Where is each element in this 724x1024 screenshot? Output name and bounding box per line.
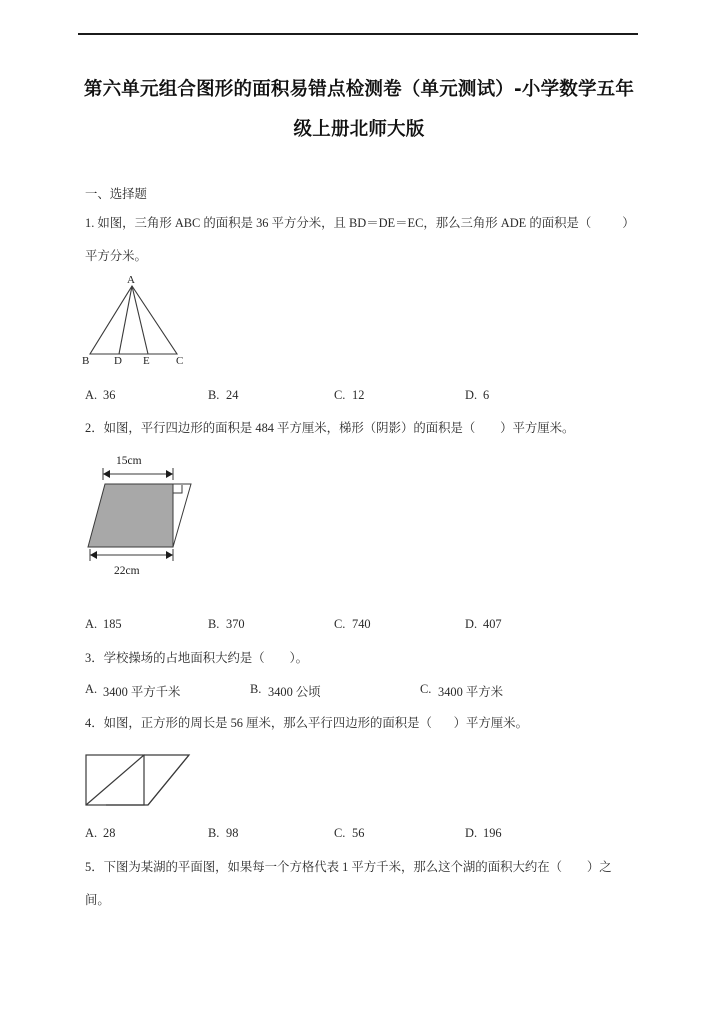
question-5-stem-line-1: 5．下图为某湖的平面图，如果每一个方格代表 1 平方千米，那么这个湖的面积大约在（ ）之 <box>85 860 612 874</box>
q4-option-c-key[interactable]: C. <box>334 826 346 840</box>
question-3-stem-line-1: 3．学校操场的占地面积大约是（ ）。 <box>85 651 309 665</box>
q1-option-b-value[interactable]: 24 <box>226 388 239 402</box>
q1-option-d-key[interactable]: D. <box>465 388 478 402</box>
question-1-figure <box>82 276 202 366</box>
question-4-stem-line-1: 4．如图，正方形的周长是 56 厘米，那么平行四边形的面积是（ ）平方厘米。 <box>85 716 528 730</box>
question-5-stem-line-2: 间。 <box>85 893 110 907</box>
q2-option-c-key[interactable]: C. <box>334 617 346 631</box>
q3-option-a-key[interactable]: A. <box>85 682 98 696</box>
q2-option-b-key[interactable]: B. <box>208 617 220 631</box>
question-2-options <box>85 617 645 634</box>
q4-option-b-key[interactable]: B. <box>208 826 220 840</box>
section-heading: 一、选择题 <box>85 187 147 201</box>
q4-option-b-value[interactable]: 98 <box>226 826 239 840</box>
q4-parallelogram <box>106 755 189 805</box>
question-4-options <box>85 826 645 843</box>
triangle-label-D: D <box>114 355 122 367</box>
q1-option-a-key[interactable]: A. <box>85 388 98 402</box>
q3-option-c-value[interactable]: 3400 平方米 <box>438 685 504 699</box>
q4-option-d-value[interactable]: 196 <box>483 826 502 840</box>
q1-option-a-value[interactable]: 36 <box>103 388 116 402</box>
q1-option-b-key[interactable]: B. <box>208 388 220 402</box>
question-2-figure <box>88 452 208 577</box>
q2-shaded-trapezoid <box>88 484 173 547</box>
q2-top-dimension-label: 15cm <box>116 455 142 467</box>
q3-option-b-key[interactable]: B. <box>250 682 262 696</box>
q1-option-c-value[interactable]: 12 <box>352 388 365 402</box>
q2-option-a-key[interactable]: A. <box>85 617 98 631</box>
q1-option-d-value[interactable]: 6 <box>483 388 490 402</box>
q4-option-d-key[interactable]: D. <box>465 826 478 840</box>
page-title: 第六单元组合图形的面积易错点检测卷（单元测试）-小学数学五年级上册北师大版 <box>83 79 635 140</box>
triangle-label-A: A <box>127 274 135 286</box>
question-1-stem-line-1: 1. 如图，三角形 ABC 的面积是 36 平方分米，且 BD＝DE＝EC，那么三角形 ADE 的面积是（ ） <box>85 216 635 230</box>
triangle-label-B: B <box>82 355 90 367</box>
question-2-stem-line-1: 2．如图，平行四边形的面积是 484 平方厘米，梯形（阴影）的面积是（ ）平方厘米。 <box>85 421 575 435</box>
q3-option-c-key[interactable]: C. <box>420 682 432 696</box>
q1-option-c-key[interactable]: C. <box>334 388 346 402</box>
q4-option-a-value[interactable]: 28 <box>103 826 116 840</box>
q4-option-a-key[interactable]: A. <box>85 826 98 840</box>
header-rule <box>78 33 638 35</box>
q2-option-b-value[interactable]: 370 <box>226 617 245 631</box>
triangle-label-E: E <box>143 355 150 367</box>
question-4-figure <box>85 752 200 812</box>
q2-option-d-key[interactable]: D. <box>465 617 478 631</box>
question-1-options <box>85 388 645 405</box>
q4-option-c-value[interactable]: 56 <box>352 826 365 840</box>
triangle-label-C: C <box>176 355 184 367</box>
q2-option-a-value[interactable]: 185 <box>103 617 122 631</box>
q2-bottom-dimension-label: 22cm <box>114 565 140 577</box>
question-3-options <box>85 682 645 699</box>
question-1-stem-line-2: 平方分米。 <box>85 249 147 263</box>
q2-option-d-value[interactable]: 407 <box>483 617 502 631</box>
q3-option-a-value[interactable]: 3400 平方千米 <box>103 685 181 699</box>
q2-option-c-value[interactable]: 740 <box>352 617 371 631</box>
q3-option-b-value[interactable]: 3400 公顷 <box>268 685 321 699</box>
